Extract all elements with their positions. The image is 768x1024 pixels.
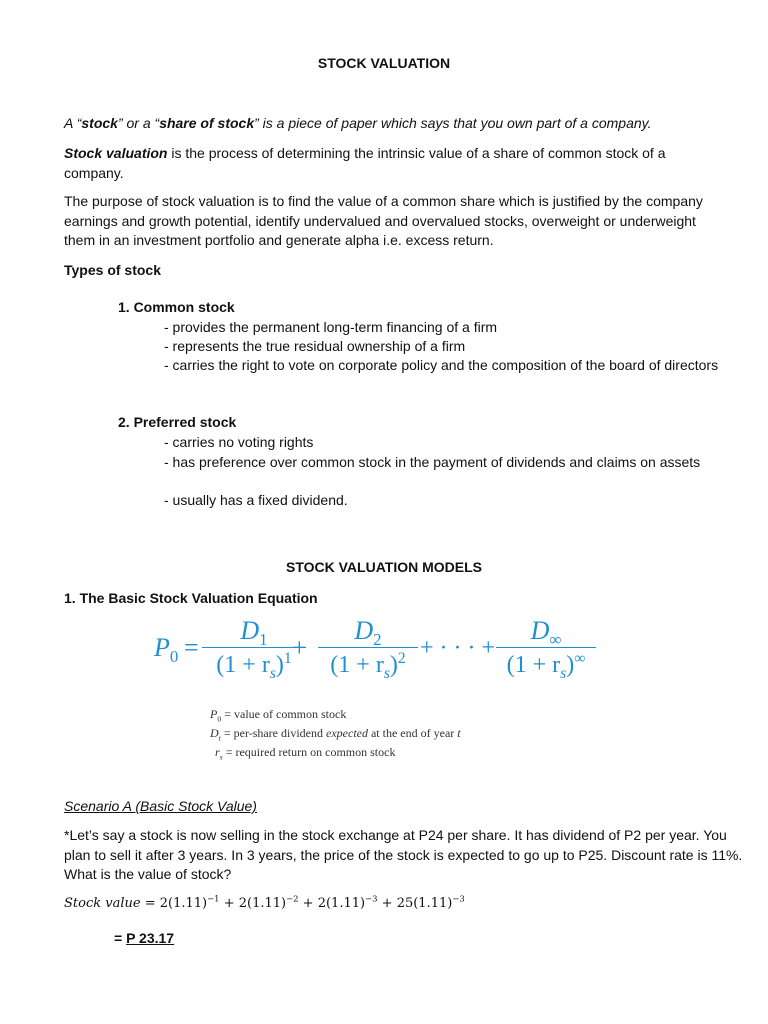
models-heading: STOCK VALUATION MODELS: [286, 559, 482, 575]
preferred-stock-item: - carries no voting rights: [164, 434, 314, 450]
intro-stock-definition: A “stock” or a “share of stock” is a piece of paper which says that you own part of a company.: [64, 115, 652, 131]
types-heading: Types of stock: [64, 262, 161, 278]
basic-valuation-equation: [0, 615, 768, 695]
equation-ellipsis: + · · · +: [420, 635, 496, 661]
legend-dt: $D_t$ = per-share dividend expected at the end of year t: [210, 726, 461, 743]
scenario-body: *Let’s say a stock is now selling in the stock exchange at P24 per share. It has dividend of P2 per year. You plan to sell it after 3 years. In 3 years, the price of the stock is expected to go up to P25. Discount rate is 11%. What is the value of stock?: [64, 827, 743, 882]
scenario-result: = P 23.17: [114, 930, 175, 946]
common-stock-item: - provides the permanent long-term financing of a firm: [164, 319, 498, 335]
scenario-heading: Scenario A (Basic Stock Value): [64, 798, 257, 814]
preferred-stock-heading: 2. Preferred stock: [118, 414, 237, 430]
page-title: STOCK VALUATION: [317, 55, 451, 71]
intro-stock-valuation: Stock valuation is the process of determining the intrinsic value of a share of common stock of a company.: [64, 145, 666, 181]
intro-purpose: The purpose of stock valuation is to find the value of a common share which is justified by the company earnings and growth potential, identify undervalued and overvalued stocks, overweight or underweight them in an investment portfolio and generate alpha i.e. excess return.: [64, 193, 703, 248]
common-stock-heading: 1. Common stock: [118, 299, 235, 315]
legend-rs: $r_s$ = required return on common stock: [215, 745, 396, 762]
preferred-stock-item: - has preference over common stock in the payment of dividends and claims on assets: [164, 454, 701, 470]
common-stock-item: - carries the right to vote on corporate policy and the composition of the board of directors: [164, 357, 719, 373]
equation-lhs: $P_0$: [154, 633, 179, 667]
scenario-formula: Stock value = $2(1.11)^{-1} + 2(1.11)^{-2} + 2(1.11)^{-3} + 25(1.11)^{-3}$: [64, 893, 465, 911]
common-stock-item: - represents the true residual ownership of a firm: [164, 338, 466, 354]
equation-term-infinity: $D_\infty$ $(1 + r_s)^\infty$: [496, 615, 596, 682]
equation-term-2: $D_2$ $(1 + r_s)^2$: [318, 615, 418, 682]
equation-term-1: $D_1$ $(1 + r_s)^1$: [202, 615, 306, 682]
preferred-stock-item: - usually has a fixed dividend.: [164, 492, 348, 508]
equation-plus: +: [292, 633, 307, 662]
basic-equation-heading: 1. The Basic Stock Valuation Equation: [64, 590, 318, 606]
legend-p0: $P_0$ = value of common stock: [210, 707, 347, 724]
equation-equals: =: [184, 633, 199, 662]
